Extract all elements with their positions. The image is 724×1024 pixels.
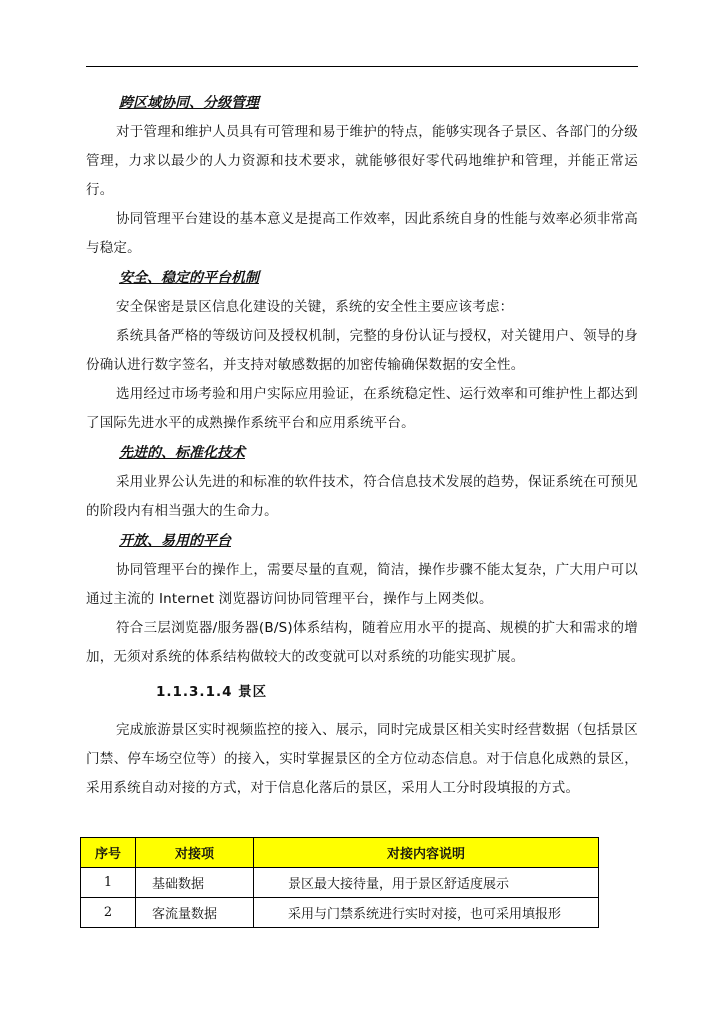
paragraph: 协同管理平台的操作上，需要尽量的直观，简洁，操作步骤不能太复杂，广大用户可以通过主流的 Internet 浏览器访问协同管理平台，操作与上网类似。 bbox=[86, 562, 638, 607]
header-item: 对接项 bbox=[136, 838, 254, 868]
paragraph: 对于管理和维护人员具有可管理和易于维护的特点，能够实现各子景区、各部门的分级管理，力求以最少的人力资源和技术要求，就能够很好零代码地维护和管理，并能正常运行。 bbox=[86, 124, 638, 198]
paragraph: 选用经过市场考验和用户实际应用验证，在系统稳定性、运行效率和可维护性上都达到了国际先进水平的成熟操作系统平台和应用系统平台。 bbox=[86, 386, 638, 431]
paragraph: 符合三层浏览器/服务器(B/S)体系结构，随着应用水平的提高、规模的扩大和需求的增加，无须对系统的体系结构做较大的改变就可以对系统的功能实现扩展。 bbox=[86, 620, 638, 665]
header-no: 序号 bbox=[81, 838, 136, 868]
section-heading-scenic-area: 1.1.3.1.4 景区 bbox=[156, 684, 268, 700]
cell-desc: 采用与门禁系统进行实时对接，也可采用填报形 bbox=[254, 898, 599, 928]
heading-cross-region: 跨区域协同、分级管理 bbox=[119, 95, 259, 111]
table-header-row bbox=[81, 838, 599, 868]
header-rule bbox=[86, 66, 638, 67]
paragraph: 系统具备严格的等级访问及授权机制，完整的身份认证与授权，对关键用户、领导的身份确认进行数字签名，并支持对敏感数据的加密传输确保数据的安全性。 bbox=[86, 328, 638, 373]
table-row bbox=[81, 868, 599, 898]
paragraph: 协同管理平台建设的基本意义是提高工作效率，因此系统自身的性能与效率必须非常高与稳定。 bbox=[86, 211, 638, 256]
heading-open-platform: 开放、易用的平台 bbox=[119, 533, 231, 549]
cell-desc: 景区最大接待量，用于景区舒适度展示 bbox=[254, 868, 599, 898]
cell-item: 基础数据 bbox=[136, 868, 254, 898]
cell-no: 1 bbox=[81, 868, 136, 898]
heading-advanced-tech: 先进的、标准化技术 bbox=[119, 445, 245, 461]
paragraph: 完成旅游景区实时视频监控的接入、展示，同时完成景区相关实时经营数据（包括景区门禁、停车场空位等）的接入，实时掌握景区的全方位动态信息。对于信息化成熟的景区，采用系统自动对接的方式，对于信息化落后的景区，采用人工分时段填报的方式。 bbox=[86, 722, 638, 796]
paragraph: 采用业界公认先进的和标准的软件技术，符合信息技术发展的趋势，保证系统在可预见的阶段内有相当强大的生命力。 bbox=[86, 474, 638, 519]
integration-table bbox=[80, 837, 599, 928]
heading-security: 安全、稳定的平台机制 bbox=[119, 270, 259, 286]
table-row bbox=[81, 898, 599, 928]
cell-no: 2 bbox=[81, 898, 136, 928]
cell-item: 客流量数据 bbox=[136, 898, 254, 928]
header-desc: 对接内容说明 bbox=[254, 838, 599, 868]
paragraph: 安全保密是景区信息化建设的关键，系统的安全性主要应该考虑： bbox=[116, 299, 514, 315]
document-body bbox=[86, 88, 638, 803]
